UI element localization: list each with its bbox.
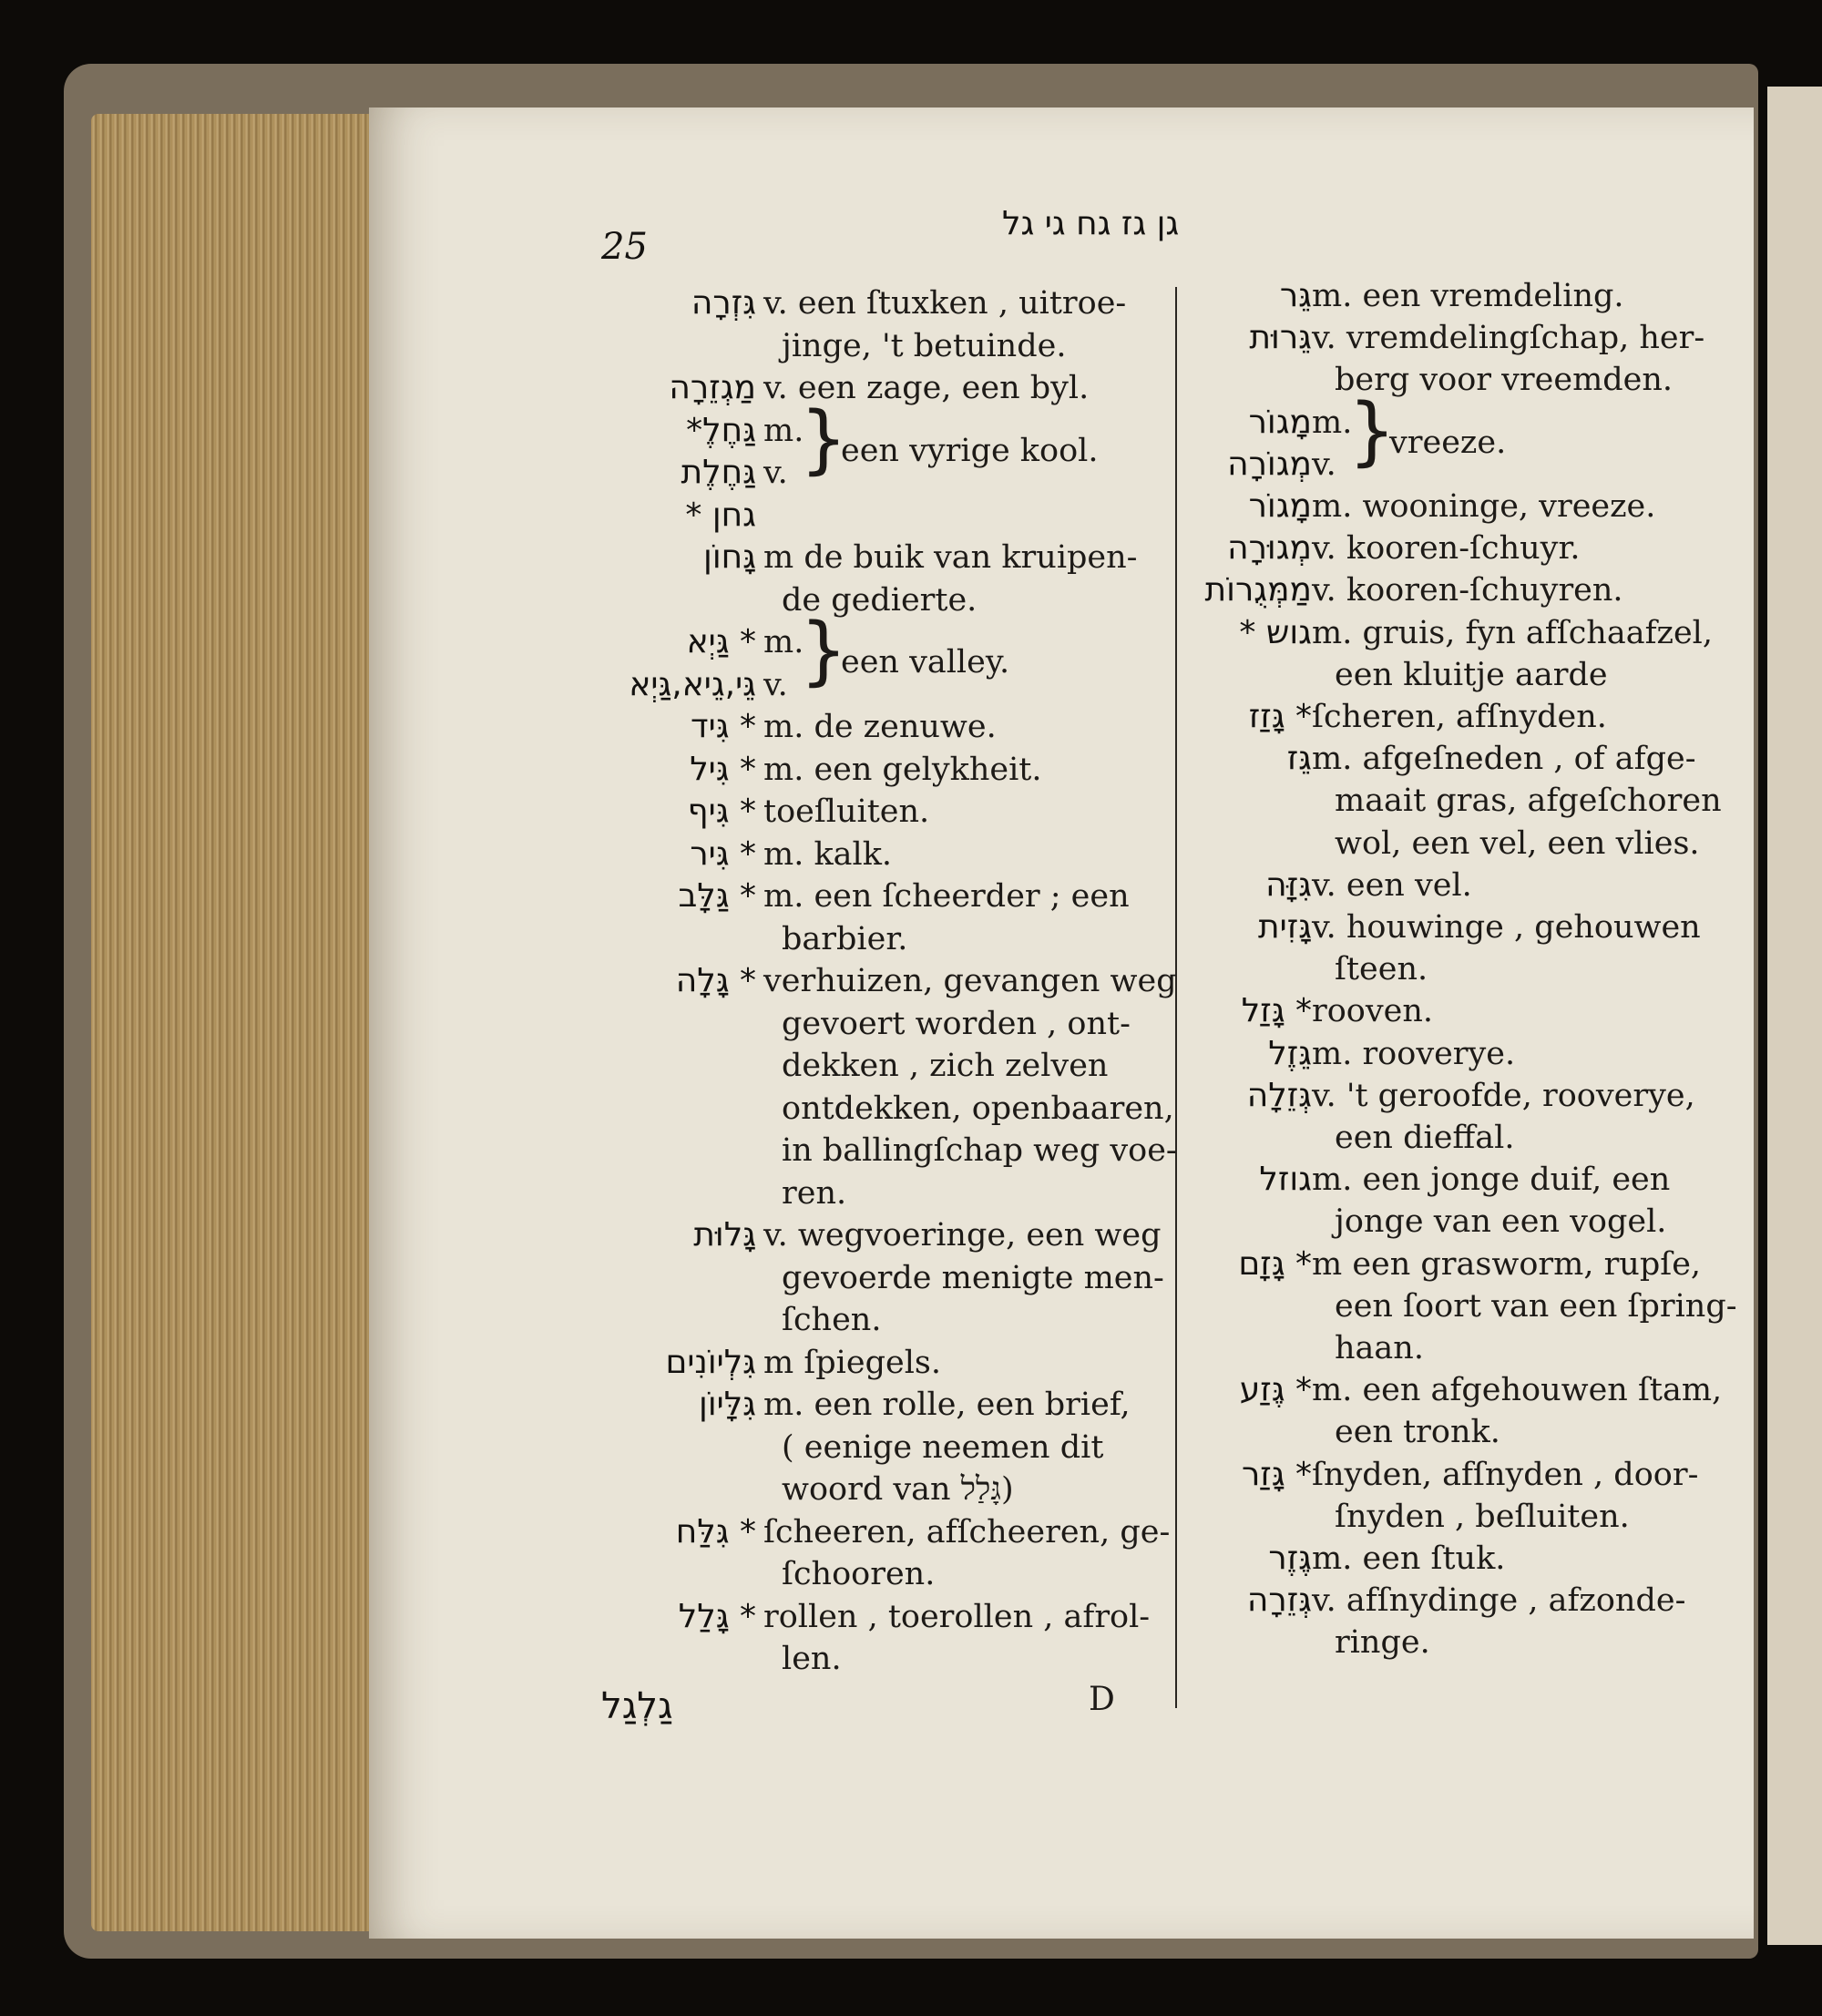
definition-continuation: dekken , zich zelven <box>782 1048 1109 1084</box>
definition-line: v. 't geroofde, rooverye, <box>1312 1077 1695 1114</box>
definition-line: ſcheren, afſnyden. <box>1312 699 1607 735</box>
definition-continuation: jinge, 't betuinde. <box>782 327 1067 364</box>
definition-continuation: woord van גָּלַל) <box>782 1471 1014 1508</box>
definition-continuation: ſchen. <box>782 1302 882 1338</box>
shared-definition: een vyrige kool. <box>841 432 1099 469</box>
definition-line: v. <box>763 455 788 491</box>
definition-line: v. wegvoeringe, een weg <box>763 1217 1162 1254</box>
definition-line: verhuizen, gevangen weg <box>763 963 1177 999</box>
definition-line: m een grasworm, rupſe, <box>1312 1245 1702 1283</box>
hebrew-headword: מְגוּרָה <box>1227 529 1312 568</box>
hebrew-headword: גִּזָּה <box>1265 865 1312 904</box>
hebrew-headword: גְּזֵרָה <box>1246 1581 1312 1620</box>
hebrew-headword: גָּחוֹן <box>703 538 756 576</box>
hebrew-headword: גוש * <box>1239 613 1312 651</box>
definition-continuation: ren. <box>782 1174 847 1212</box>
hebrew-headword: גֵּזֶל <box>1268 1034 1312 1072</box>
hebrew-headword: גִּלָּיוֹן <box>699 1386 756 1423</box>
definition-line: v. <box>763 666 788 703</box>
definition-continuation: ſteen. <box>1335 951 1428 988</box>
hebrew-headword: מַמְּגֻרוֹת <box>1204 571 1312 609</box>
shared-definition: vreeze. <box>1389 424 1507 461</box>
hebrew-headword: * גִּיר <box>690 834 756 873</box>
hebrew-headword: גָּזִית <box>1257 908 1312 946</box>
hebrew-headword: גָּלוּת <box>693 1216 756 1254</box>
definition-line: m. een ſcheerder ; een <box>763 878 1130 915</box>
hebrew-headword: גֵּז <box>1286 740 1312 778</box>
definition-line: m. afgeſneden , of afge- <box>1312 741 1696 778</box>
definition-continuation: len. <box>782 1641 842 1677</box>
definition-line: m. een ſtuk. <box>1312 1540 1506 1577</box>
definition-line: m. een rolle, een brief, <box>763 1387 1131 1423</box>
definition-line: m. kalk. <box>763 835 893 873</box>
definition-line: v. vremdelingſchap, her- <box>1312 320 1705 357</box>
hebrew-headword: גְּזֵלָה <box>1246 1076 1312 1114</box>
definition-continuation: ( eenige neemen dit <box>782 1428 1104 1466</box>
definition-continuation: berg voor vreemden. <box>1335 362 1674 399</box>
catchword: גַלְגַל <box>601 1685 673 1727</box>
definition-line: v. <box>1312 445 1336 483</box>
hebrew-headword: מָגוֹר <box>1248 487 1312 525</box>
definition-line: ſcheeren, afſcheeren, ge- <box>763 1513 1171 1550</box>
hebrew-headword: * גֶּזַע <box>1239 1371 1312 1409</box>
hebrew-headword: גֵּר <box>1279 277 1312 314</box>
definition-line: toeſluiten. <box>763 793 930 830</box>
definition-line: m. <box>763 624 804 660</box>
definition-continuation: in ballingſchap weg voe- <box>782 1132 1177 1169</box>
definition-line: v. kooren-ſchuyr. <box>1312 530 1581 568</box>
hebrew-headword: * גִּלַּח <box>675 1512 756 1550</box>
definition-continuation: maait gras, afgeſchoren <box>1335 783 1722 820</box>
definition-line: m ſpiegels. <box>763 1344 941 1381</box>
definition-line: rollen , toerollen , afrol- <box>763 1598 1151 1635</box>
definition-continuation: wol, een vel, een vlies. <box>1335 824 1700 862</box>
hebrew-headword: גֵּרוּת <box>1249 319 1312 357</box>
definition-line: m. wooninge, vreeze. <box>1312 488 1656 525</box>
definition-continuation: jonge van een vogel. <box>1335 1203 1667 1241</box>
definition-line: m de buik van kruipen- <box>763 539 1138 576</box>
hebrew-headword: * גָּזַר <box>1241 1455 1312 1493</box>
definition-continuation: barbier. <box>782 920 908 957</box>
hebrew-headword: גחן * <box>685 496 756 534</box>
definition-continuation: haan. <box>1335 1330 1424 1366</box>
running-head: גן גז גח גי גל <box>1002 205 1180 242</box>
definition-line: v. afſnydinge , afzonde- <box>1312 1582 1686 1620</box>
definition-line: m. een vremdeling. <box>1312 278 1624 314</box>
hebrew-headword: * גָּזָם <box>1238 1244 1312 1283</box>
brace-mark: } <box>800 395 848 483</box>
hebrew-headword: גַּחֶלֶת <box>681 454 756 491</box>
definition-continuation: een kluitje aarde <box>1335 656 1608 693</box>
hebrew-headword: * גִּיף <box>687 793 756 830</box>
hebrew-headword: גַּחֶלֶ* <box>686 411 756 449</box>
definition-line: v. een zage, een byl. <box>763 370 1090 406</box>
definition-line: m. rooverye. <box>1312 1035 1516 1072</box>
brace-mark: } <box>800 608 848 694</box>
definition-continuation: een tronk. <box>1335 1414 1500 1451</box>
hebrew-headword: * גָּזַז <box>1248 698 1312 735</box>
definition-line: m. <box>763 412 804 449</box>
hebrew-headword: * גַּלָּב <box>678 877 756 915</box>
definition-line: v. houwinge , gehouwen <box>1312 909 1701 946</box>
hebrew-headword: גִּזְרָה <box>691 284 756 322</box>
hebrew-headword: * גָּלַל <box>678 1597 756 1635</box>
definition-continuation: een ſoort van een ſpring- <box>1335 1287 1737 1325</box>
hebrew-headword: גֵּי,גֵיא,גַּיְא <box>629 665 756 703</box>
hebrew-headword: מָגוֹר <box>1248 403 1312 441</box>
hebrew-headword: * גִּיל <box>690 750 756 788</box>
definition-line: m. een gelykheit. <box>763 751 1042 788</box>
page-block-edge <box>91 114 383 1931</box>
definition-line: m. een jonge duif, een <box>1312 1162 1671 1199</box>
hebrew-headword: * גַּיְא <box>686 623 756 660</box>
definition-continuation: ſnyden , beſluiten. <box>1335 1498 1630 1535</box>
definition-line: v. een vel. <box>1312 866 1472 904</box>
hebrew-headword: גִּלְיוֹנִים <box>665 1343 756 1381</box>
definition-continuation: ringe. <box>1335 1624 1430 1662</box>
definition-continuation: de gedierte. <box>782 581 978 619</box>
definition-continuation: ſchooren. <box>782 1556 936 1592</box>
signature-mark: D <box>1089 1681 1115 1718</box>
definition-line: m. een afgehouwen ſtam, <box>1312 1372 1723 1409</box>
definition-continuation: een dieffal. <box>1335 1120 1515 1156</box>
definition-line: m. de zenuwe. <box>763 709 997 745</box>
definition-continuation: ontdekken, openbaaren, <box>782 1090 1174 1127</box>
definition-continuation: gevoerde menigte men- <box>782 1259 1164 1296</box>
brace-mark: } <box>1348 387 1397 475</box>
hebrew-headword: * גִּיד <box>691 708 756 745</box>
facing-page-edge <box>1767 87 1822 1945</box>
page-number: 25 <box>601 226 648 268</box>
hebrew-headword: * גָּזַל <box>1241 992 1312 1030</box>
hebrew-headword: מַגְזֵרָה <box>669 369 756 406</box>
shared-definition: een valley. <box>841 644 1010 681</box>
hebrew-headword: גֶּזֶר <box>1268 1540 1312 1577</box>
definition-line: ſnyden, afſnyden , door- <box>1312 1456 1699 1493</box>
definition-line: v. kooren-ſchuyren. <box>1312 572 1623 609</box>
definition-line: m. gruis, fyn afſchaafzel, <box>1312 614 1713 651</box>
definition-continuation: gevoert worden , ont- <box>782 1005 1131 1042</box>
definition-line: rooven. <box>1312 993 1434 1030</box>
hebrew-headword: * גָּלָה <box>675 962 756 999</box>
hebrew-headword: מְגוֹרָה <box>1227 445 1312 483</box>
definition-line: m. <box>1312 404 1353 441</box>
hebrew-headword: גוזל <box>1259 1161 1312 1199</box>
definition-line: v. een ſtuxken , uitroe- <box>763 285 1127 322</box>
